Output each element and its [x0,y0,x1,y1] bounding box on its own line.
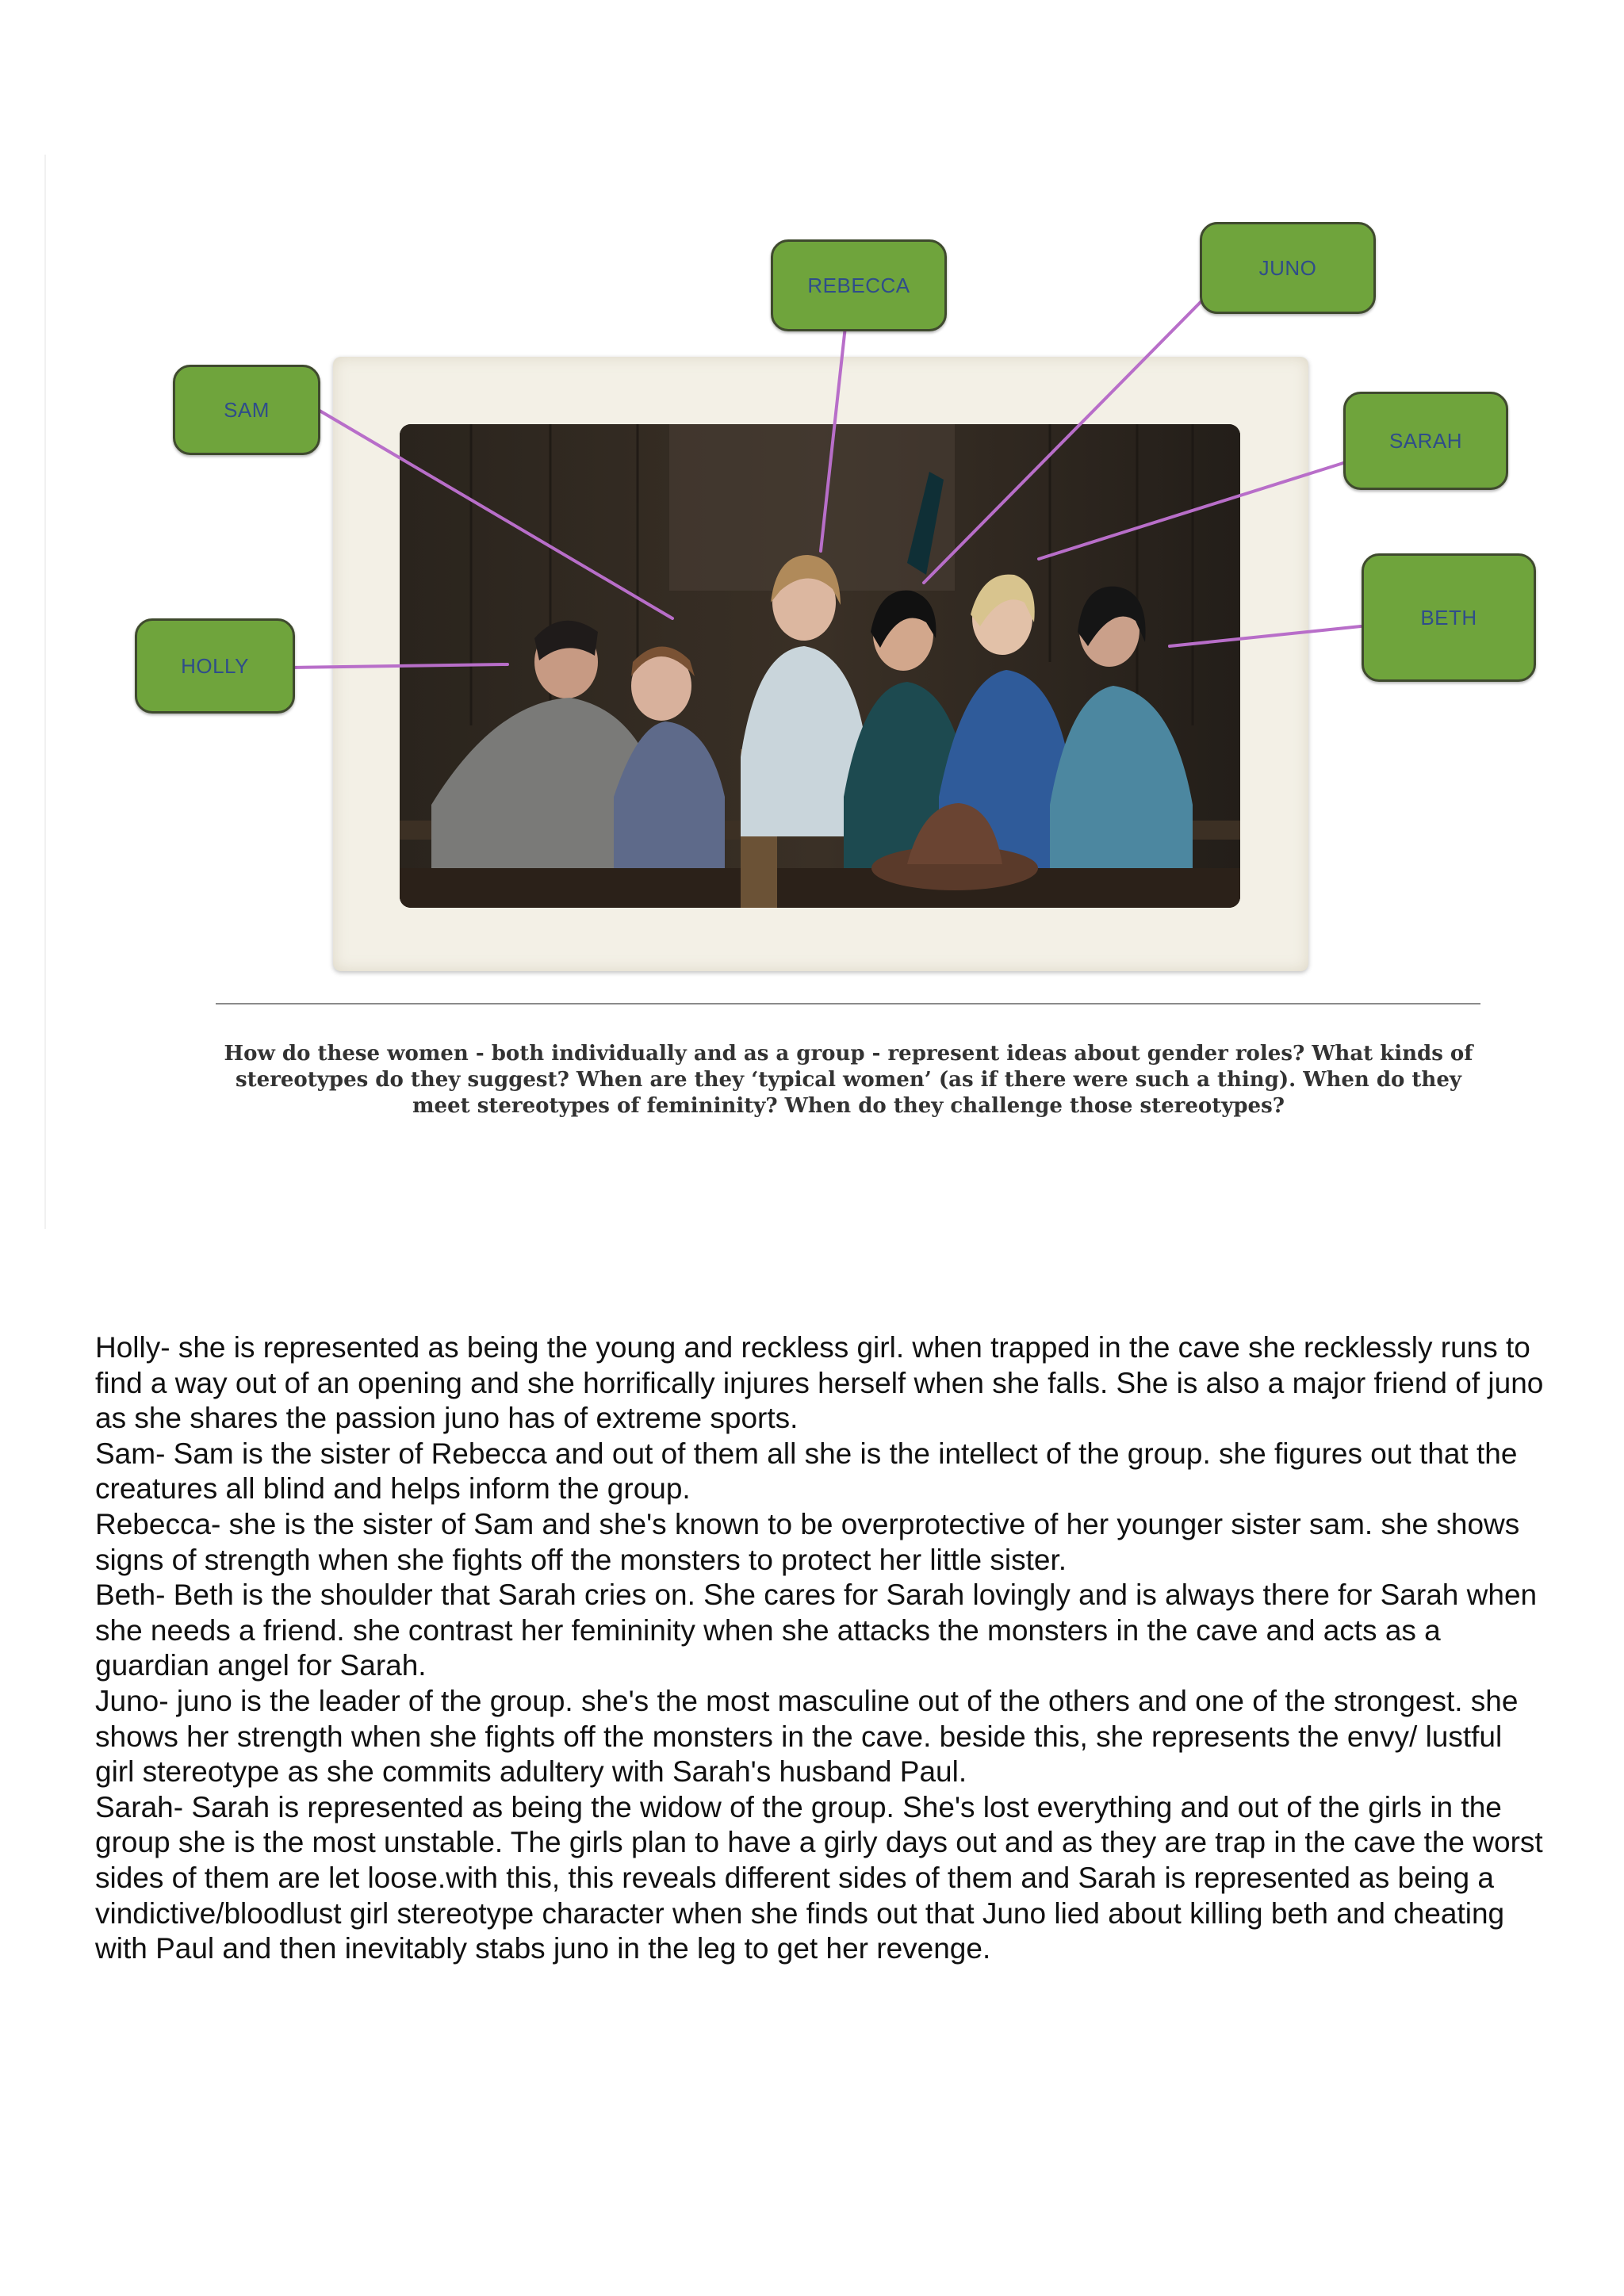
label-juno: JUNO [1200,222,1376,314]
paragraph-sarah: Sarah- Sarah is represented as being the widow of the group. She's lost everything and out of the girls in the group she is the most unstable. The girls plan to have a girly days out and as they are trap in the cave the worst sides of them are let loose.with this, this reveals different sides of them and Sarah is represented as being a vindictive/bloodlust girl stereotype character when she finds out that Juno lied about killing beth and cheating with Paul and then inevitably stabs juno in the leg to get her revenge. [95,1790,1543,1965]
character-descriptions [95,1330,1546,1967]
paragraph-beth: Beth- Beth is the shoulder that Sarah cries on. She cares for Sarah lovingly and is always there for Sarah when she needs a friend. she contrast her femininity when she attacks the monsters in the cave and acts as a guardian angel for Sarah. [95,1578,1538,1682]
label-sarah: SARAH [1343,392,1508,490]
connector-rebecca [821,327,845,551]
divider-rule [216,1003,1480,1004]
paragraph-sam: Sam- Sam is the sister of Rebecca and out of them all she is the intellect of the group. she figures out that the creatures all blind and helps inform the group. [95,1437,1518,1506]
paragraph-rebecca: Rebecca- she is the sister of Sam and she's known to be overprotective of her younger sister sam. she shows signs of strength when she fights off the monsters to protect her little sister. [95,1507,1520,1576]
discussion-question: How do these women - both individually and as a group - represent ideas about gender roles? What kinds of stereotypes do they suggest? When are they ‘typical women’ (as if there were such a thing). When do they meet stereotypes of femininity? When do they challenge those stereotypes? [224,1042,1473,1118]
connector-sarah [1039,463,1343,559]
connector-juno [924,301,1201,583]
paragraph-juno: Juno- juno is the leader of the group. she's the most masculine out of the others and one of the strongest. she shows her strength when she fights off the monsters in the cave. beside this, she represents the envy/ lustful girl stereotype as she commits adultery with Sarah's husband Paul. [95,1684,1519,1789]
label-holly: HOLLY [135,618,295,714]
connector-beth [1170,626,1361,646]
label-rebecca: REBECCA [771,239,947,331]
paragraph-holly: Holly- she is represented as being the young and reckless girl. when trapped in the cave she recklessly runs to find a way out of an opening and she horrifically injures herself when she falls. She is also a major friend of juno as she shares the passion juno has of extreme sports. [95,1331,1544,1435]
connector-holly [290,664,508,668]
label-beth: BETH [1362,553,1536,682]
connector-sam [316,408,672,618]
label-sam: SAM [173,365,320,455]
